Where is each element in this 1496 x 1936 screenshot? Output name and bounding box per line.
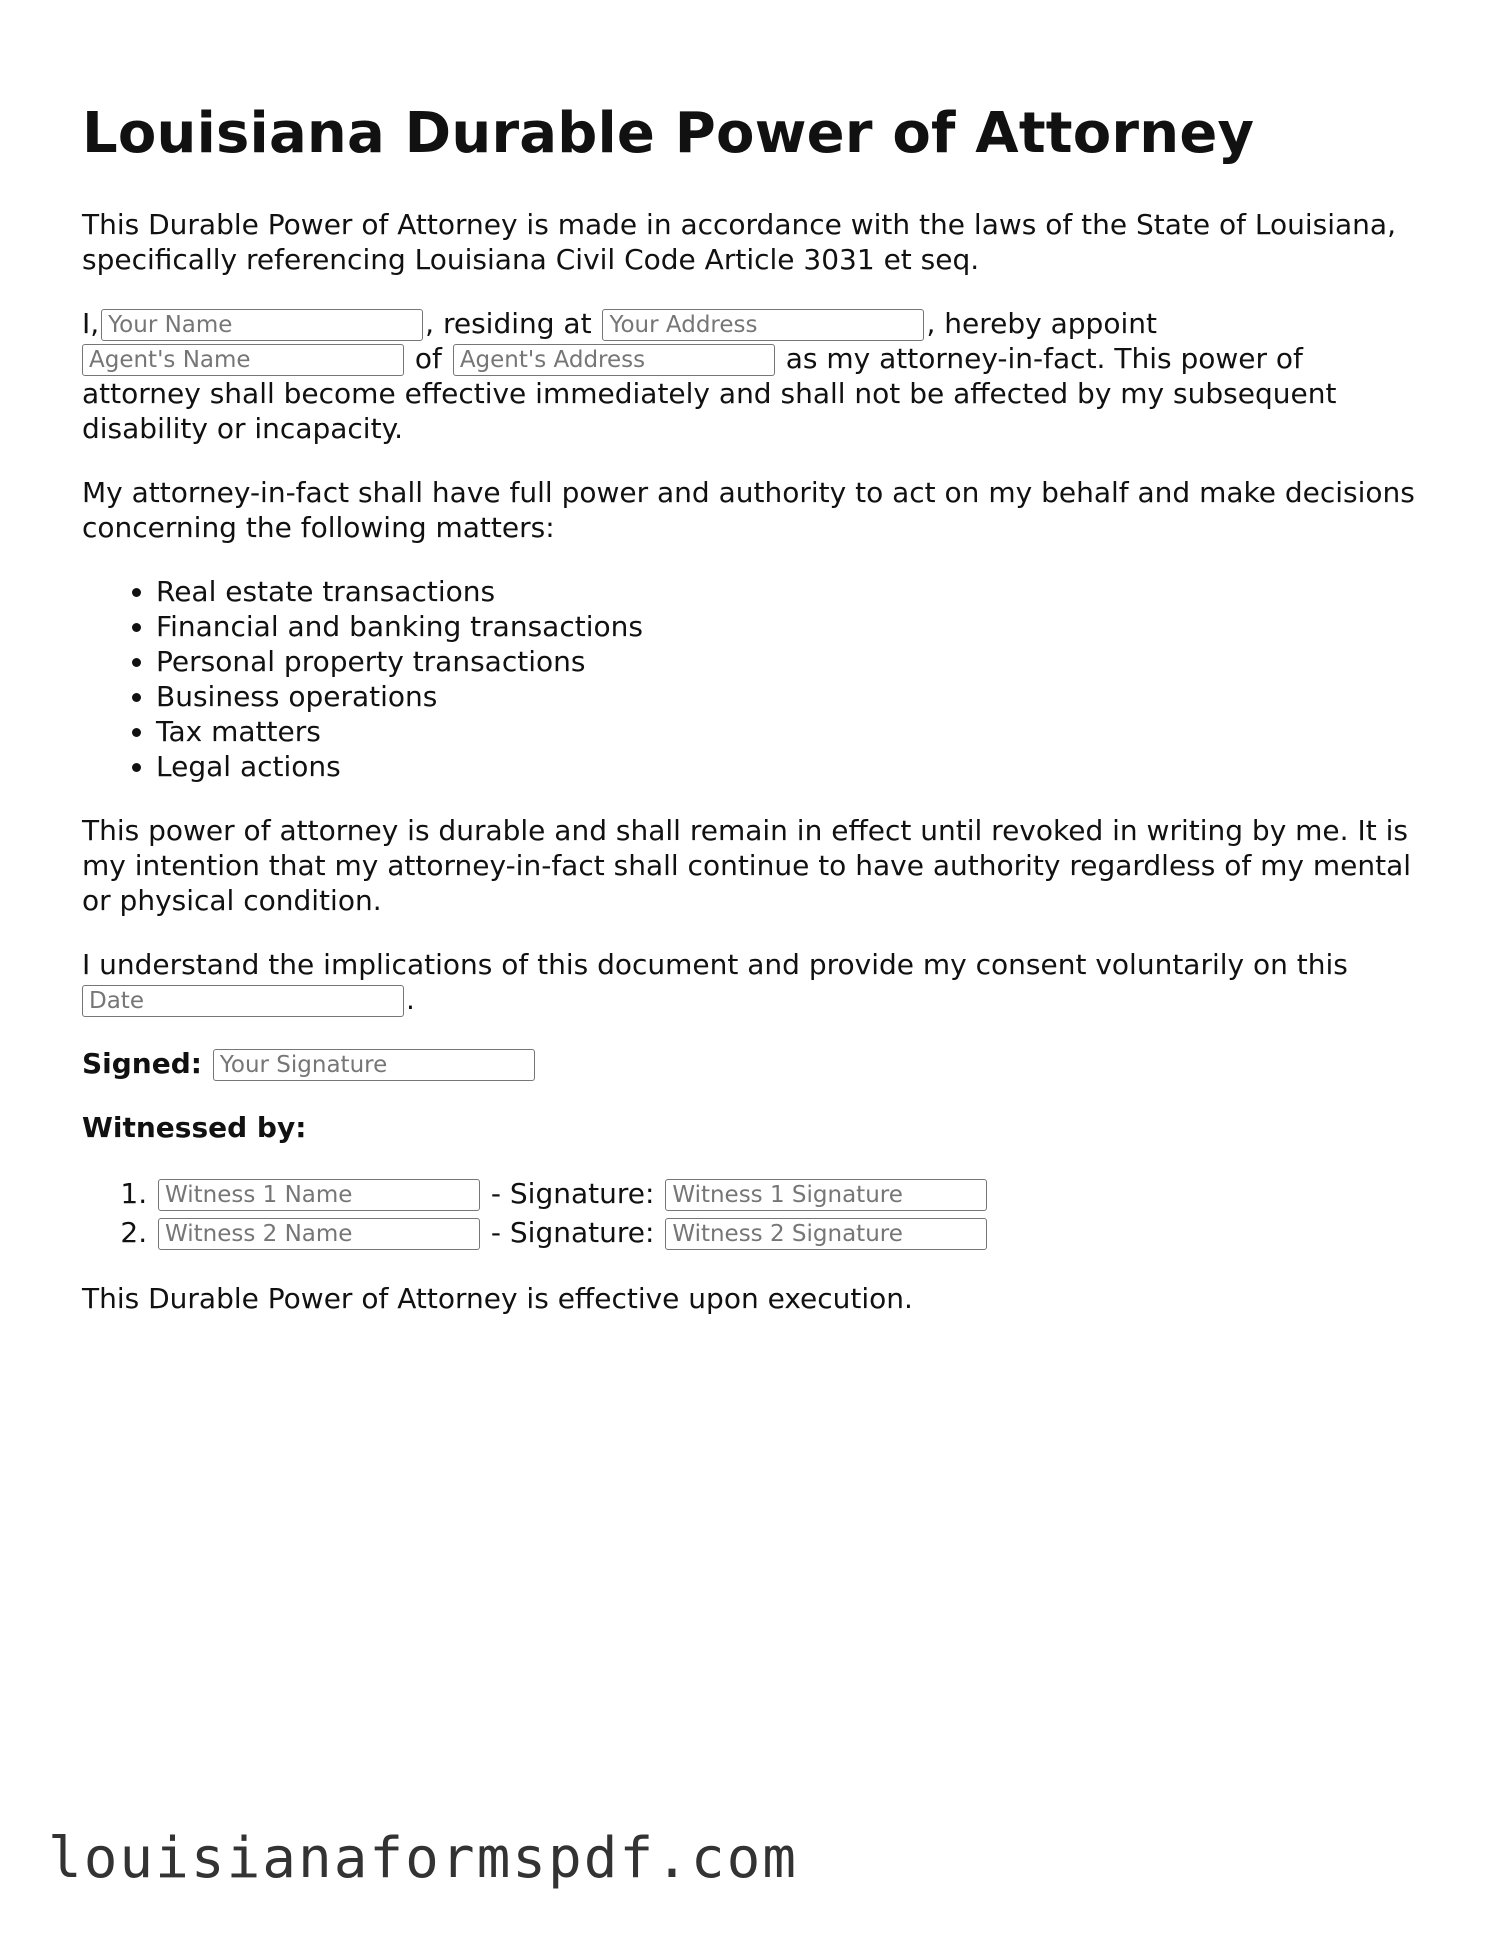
of-text: of [414, 342, 442, 376]
closing-paragraph: This Durable Power of Attorney is effective upon execution. [82, 1282, 913, 1316]
witness-2-signature-input[interactable] [665, 1218, 987, 1250]
powers-list [82, 574, 1422, 784]
witness-1-signature-label: - Signature: [490, 1177, 655, 1211]
agent-name-input[interactable] [82, 344, 404, 376]
witness-2-signature-label: - Signature: [490, 1216, 655, 1250]
residing-text: , residing at [425, 307, 592, 341]
list-item: • Tax matters [156, 714, 1422, 749]
appointment-paragraph [82, 306, 1422, 446]
document [82, 100, 1422, 1345]
date-input[interactable] [82, 985, 404, 1017]
durability-paragraph: This power of attorney is durable and shall remain in effect until revoked in writing by me. It is my intention that my attorney-in-fact shall continue to have authority regardless of my mental or physical condition. [82, 814, 1412, 918]
agent-address-input[interactable] [453, 344, 775, 376]
your-address-input[interactable] [602, 309, 924, 341]
your-name-input[interactable] [101, 309, 423, 341]
appointment-prefix: I, [82, 307, 100, 341]
signature-input[interactable] [213, 1049, 535, 1081]
list-item: • Legal actions [156, 749, 1422, 784]
signed-label: Signed: [82, 1047, 202, 1081]
signed-line [82, 1046, 1422, 1081]
document-title: Louisiana Durable Power of Attorney [82, 101, 1255, 166]
consent-paragraph [82, 947, 1422, 1017]
witness-row [156, 1174, 1422, 1213]
list-item: • Personal property transactions [156, 644, 1422, 679]
list-item: • Real estate transactions [156, 574, 1422, 609]
witness-1-signature-input[interactable] [665, 1179, 987, 1211]
intro-paragraph: This Durable Power of Attorney is made in accordance with the laws of the State of Louisiana, specifically referencing Louisiana Civil Code Article 3031 et seq. [82, 208, 1396, 277]
witnessed-label: Witnessed by: [82, 1111, 307, 1145]
witness-list [82, 1174, 1422, 1252]
appointment-rest-text: as my attorney-in-fact. This power of attorney shall become effective immediately and shall not be affected by my subsequent disability or incapacity. [82, 342, 1337, 446]
consent-end: . [406, 983, 415, 1017]
watermark: louisianaformspdf.com [48, 1826, 799, 1891]
witness-row [156, 1213, 1422, 1252]
consent-text: I understand the implications of this document and provide my consent voluntarily on this [82, 948, 1348, 982]
witness-2-name-input[interactable] [158, 1218, 480, 1250]
list-item: • Business operations [156, 679, 1422, 714]
appoint-text: , hereby appoint [926, 307, 1157, 341]
witness-1-name-input[interactable] [158, 1179, 480, 1211]
authority-intro: My attorney-in-fact shall have full power and authority to act on my behalf and make decisions concerning the following matters: [82, 476, 1415, 545]
list-item: • Financial and banking transactions [156, 609, 1422, 644]
